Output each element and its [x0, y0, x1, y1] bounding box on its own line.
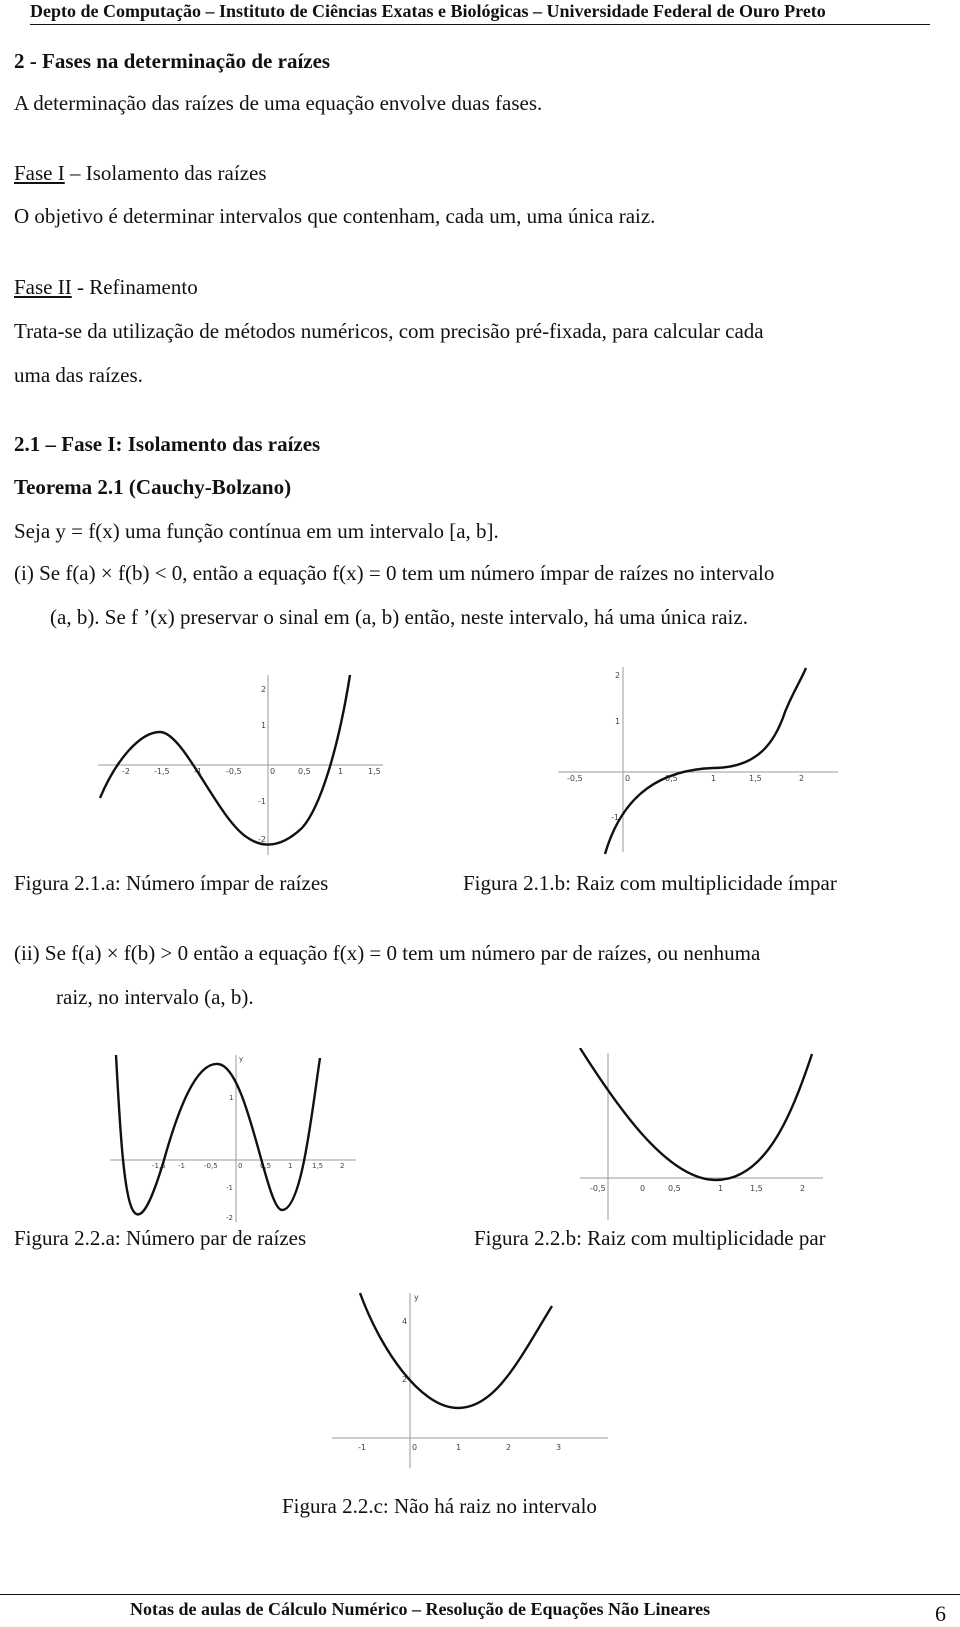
f21a-tick-y: -1 [258, 797, 266, 806]
f22c-tick-y: 4 [402, 1317, 408, 1326]
phase1-heading [14, 160, 267, 186]
f22b-tick-x: 1,5 [750, 1184, 763, 1193]
phase2-heading [14, 274, 198, 300]
phase2-label: Fase II [14, 275, 72, 299]
f22b-tick-x: 0,5 [668, 1184, 681, 1193]
intro-paragraph: A determinação das raízes de uma equação envolve duas fases. [14, 91, 543, 115]
running-header: Depto de Computação – Instituto de Ciências Exatas e Biológicas – Universidade Federal de Ouro Preto [30, 0, 930, 25]
f22c-tick-x: 3 [556, 1443, 562, 1452]
f21b-tick-x: 1,5 [749, 774, 762, 783]
f21b-tick-x: 1 [711, 774, 717, 783]
f21b-tick-x: 0,5 [665, 774, 678, 783]
f21a-tick-x: 1 [338, 767, 344, 776]
theorem-statement: Seja y = f(x) uma função contínua em um intervalo [a, b]. [14, 519, 499, 543]
f21b-tick-x: 0 [625, 774, 631, 783]
f21a-tick-x: -1 [194, 767, 202, 776]
f22a-tick-y: y [239, 1055, 244, 1063]
phase1-rest: – Isolamento das raízes [64, 161, 267, 185]
f22a-tick-y: 1 [229, 1094, 234, 1102]
phase2-text-line1: Trata-se da utilização de métodos numéricos, com precisão pré-fixada, para calcular cada [14, 319, 764, 343]
f21b-tick-x: 2 [799, 774, 805, 783]
f22a-tick-x: 0 [238, 1162, 243, 1170]
f22b-tick-x: -0,5 [590, 1184, 606, 1193]
f22a-tick-x: -1,5 [152, 1162, 166, 1170]
f22b-curve [580, 1048, 812, 1180]
f21b-tick-x: -0,5 [567, 774, 583, 783]
f21a-tick-x: 1,5 [368, 767, 381, 776]
f21b-curve [605, 668, 806, 854]
f22a-tick-y: -2 [226, 1214, 233, 1222]
figure-2-1-b [553, 662, 843, 857]
phase1-text: O objetivo é determinar intervalos que contenham, cada um, uma única raiz. [14, 204, 656, 228]
footer-text: Notas de aulas de Cálculo Numérico – Resolução de Equações Não Lineares [130, 1599, 711, 1619]
f21a-tick-x: -2 [122, 767, 130, 776]
caption-2-2-b: Figura 2.2.b: Raiz com multiplicidade par [474, 1226, 826, 1250]
f21a-curve [100, 675, 350, 845]
f21a-tick-x: 0 [270, 767, 276, 776]
f22c-tick-x: 0 [412, 1443, 418, 1452]
f22a-tick-x: 0,5 [260, 1162, 272, 1170]
f22a-curve [116, 1055, 320, 1214]
f22a-tick-x: -1 [178, 1162, 185, 1170]
f21a-tick-y: 1 [261, 721, 267, 730]
f21b-tick-y: -1 [611, 813, 619, 822]
f22c-tick-x: -1 [358, 1443, 366, 1452]
f22b-tick-x: 0 [640, 1184, 646, 1193]
page-footer [0, 1594, 960, 1626]
figure-2-2-b [578, 1048, 838, 1223]
page-number: 6 [935, 1601, 946, 1626]
section-title: 2 - Fases na determinação de raízes [14, 49, 331, 73]
caption-2-2-c: Figura 2.2.c: Não há raiz no intervalo [282, 1494, 597, 1518]
f22a-tick-x: 1,5 [312, 1162, 324, 1170]
f21b-tick-y: 1 [615, 717, 621, 726]
f22c-tick-x: 2 [506, 1443, 512, 1452]
f21a-tick-x: 0,5 [298, 767, 311, 776]
figure-2-2-c [330, 1288, 620, 1473]
f22c-tick-y: y [414, 1293, 419, 1302]
f21b-tick-y: 2 [615, 671, 621, 680]
item-i-line1: (i) Se f(a) × f(b) < 0, então a equação f(x) = 0 tem um número ímpar de raízes no intervalo [14, 561, 775, 585]
f21a-tick-y: 2 [261, 685, 267, 694]
f22c-curve [360, 1293, 552, 1408]
f22b-tick-x: 2 [800, 1184, 806, 1193]
f22c-tick-y: 2 [402, 1375, 408, 1384]
subsection-title: 2.1 – Fase I: Isolamento das raízes [14, 432, 321, 456]
item-ii-line1: (ii) Se f(a) × f(b) > 0 então a equação f(x) = 0 tem um número par de raízes, ou nenhuma [14, 941, 761, 965]
phase1-label: Fase I [14, 161, 65, 185]
item-i-line2: (a, b). Se f ’(x) preservar o sinal em (a, b) então, neste intervalo, há uma única raiz. [50, 605, 748, 629]
figure-2-2-a [108, 1050, 368, 1225]
f21a-tick-y: -2 [258, 835, 266, 844]
caption-2-1-a: Figura 2.1.a: Número ímpar de raízes [14, 871, 329, 895]
f21a-tick-x: -0,5 [226, 767, 242, 776]
caption-2-1-b: Figura 2.1.b: Raiz com multiplicidade ímpar [463, 871, 837, 895]
f22a-tick-x: 2 [340, 1162, 345, 1170]
phase2-text-line2: uma das raízes. [14, 363, 143, 387]
f22b-tick-x: 1 [718, 1184, 724, 1193]
item-ii-line2: raiz, no intervalo (a, b). [56, 985, 254, 1009]
f22a-tick-y: -1 [226, 1184, 233, 1192]
figure-2-1-a [98, 670, 388, 855]
theorem-title: Teorema 2.1 (Cauchy-Bolzano) [14, 475, 292, 499]
f21a-tick-x: -1,5 [154, 767, 170, 776]
f22c-tick-x: 1 [456, 1443, 462, 1452]
f22a-tick-x: -0,5 [204, 1162, 218, 1170]
f22a-tick-x: 1 [288, 1162, 293, 1170]
phase2-rest: - Refinamento [71, 275, 198, 299]
caption-2-2-a: Figura 2.2.a: Número par de raízes [14, 1226, 307, 1250]
